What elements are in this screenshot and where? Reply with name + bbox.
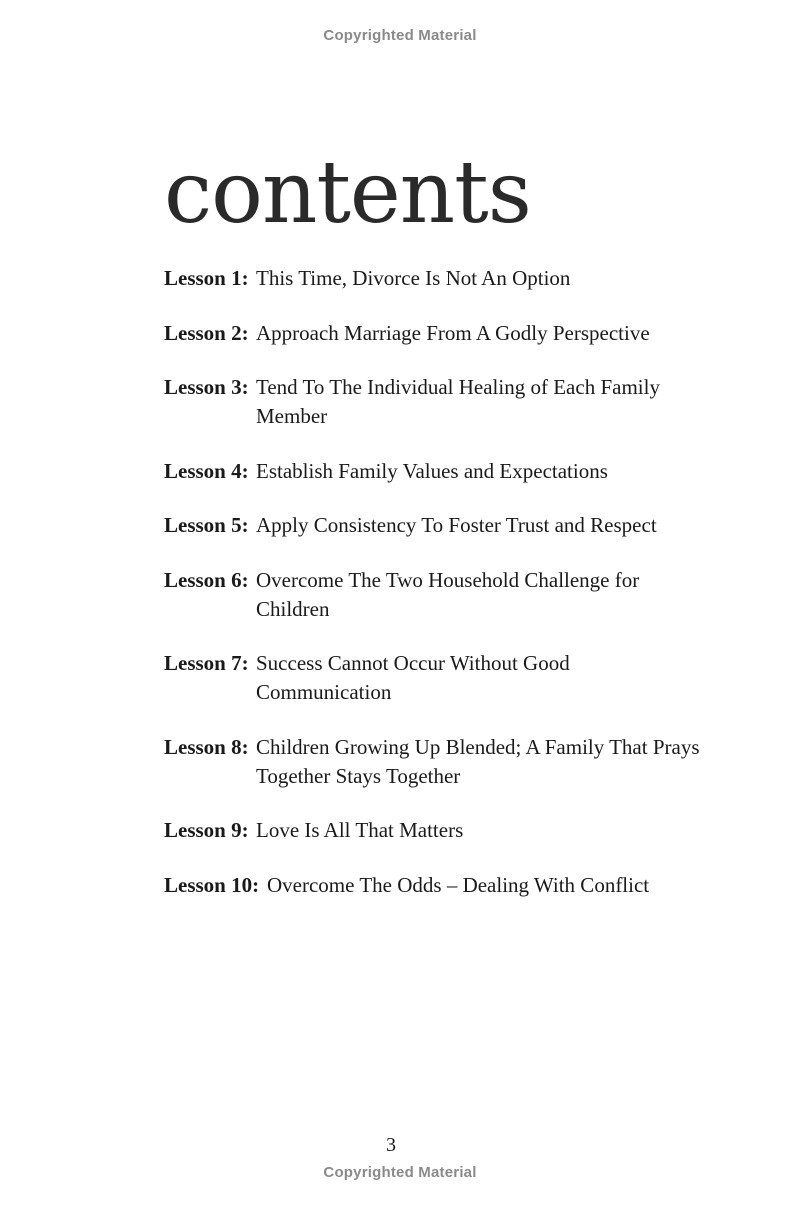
toc-entry-label: Lesson 3:	[164, 375, 249, 399]
copyright-watermark-top: Copyrighted Material	[323, 27, 477, 44]
toc-entry-lesson-5	[164, 511, 704, 540]
toc-entry-lesson-8	[164, 733, 704, 791]
toc-entry-title: Apply Consistency To Foster Trust and Respect	[256, 513, 657, 537]
toc-entry-title: Overcome The Two Household Challenge for Children	[256, 567, 640, 621]
toc-entry-label: Lesson 9:	[164, 818, 249, 842]
page-number: 3	[386, 1134, 396, 1156]
toc-entry-title: Establish Family Values and Expectations	[256, 458, 608, 483]
toc-entry-title: Tend To The Individual Healing of Each Family Member	[256, 375, 660, 428]
toc-entry-title: Children Growing Up Blended; A Family That Prays Together Stays Together	[256, 734, 700, 788]
toc-entry-title: Love Is All That Matters	[256, 818, 464, 842]
toc-entry-label: Lesson 10:	[164, 872, 260, 897]
toc-entry-label: Lesson 8:	[164, 734, 249, 759]
table-of-contents	[164, 264, 704, 925]
toc-entry-label: Lesson 6:	[164, 567, 249, 592]
page-title: contents	[164, 143, 531, 243]
toc-entry-title: Success Cannot Occur Without Good Communication	[256, 651, 570, 704]
toc-entry-title: This Time, Divorce Is Not An Option	[256, 266, 571, 290]
toc-entry-lesson-4	[164, 457, 704, 486]
copyright-watermark-bottom: Copyrighted Material	[323, 1164, 477, 1181]
toc-entry-title: Overcome The Odds – Dealing With Conflict	[267, 872, 650, 897]
toc-entry-lesson-3	[164, 373, 704, 431]
toc-entry-label: Lesson 7:	[164, 651, 249, 675]
toc-entry-lesson-2	[164, 319, 704, 348]
toc-entry-label: Lesson 1:	[164, 266, 249, 290]
toc-entry-lesson-1	[164, 264, 704, 293]
toc-entry-lesson-6	[164, 566, 704, 624]
toc-entry-label: Lesson 5:	[164, 513, 249, 537]
toc-entry-label: Lesson 4:	[164, 458, 249, 483]
toc-entry-lesson-9	[164, 816, 704, 845]
toc-entry-lesson-10	[164, 871, 704, 900]
toc-entry-lesson-7	[164, 649, 704, 707]
toc-entry-title: Approach Marriage From A Godly Perspective	[256, 320, 650, 345]
toc-entry-label: Lesson 2:	[164, 320, 249, 345]
